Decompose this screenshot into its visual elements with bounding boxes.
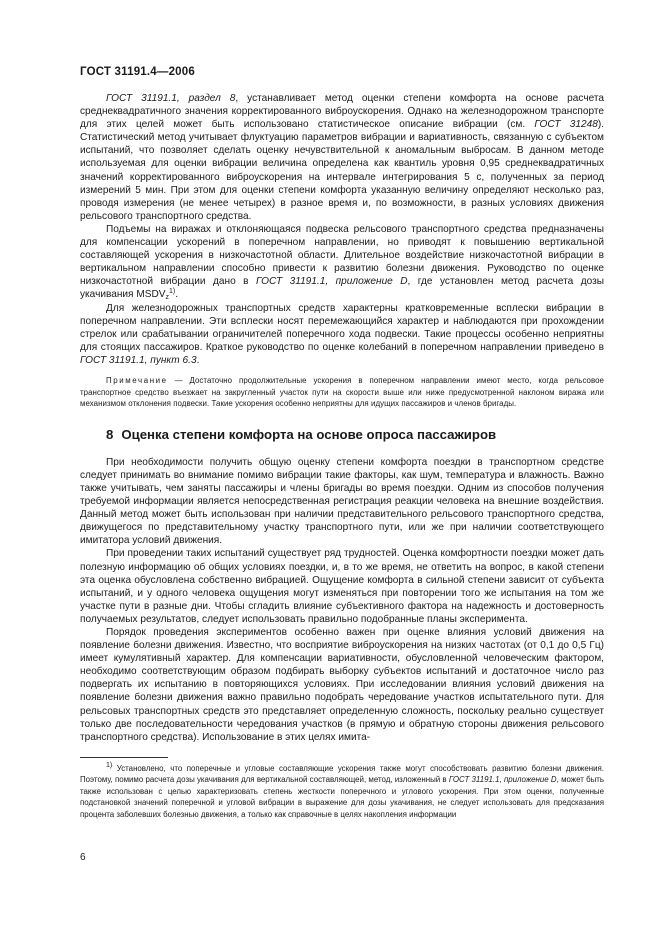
- paragraph-text: .: [175, 289, 179, 301]
- paragraph-text: , где установлен метод расчета дозы укачивания MSDV: [80, 276, 604, 301]
- section-number: 8: [106, 426, 114, 442]
- reference-gost: ГОСТ 31191.1, раздел 8: [106, 93, 236, 104]
- footnote: [80, 763, 604, 820]
- note-label: Примечание: [106, 375, 168, 385]
- paragraph-text: , устанавливает метод оценки степени комфорта на основе расчета среднеквадратичного значения корректированного виброускорения. Однако на железнодорожном транспорте для этих целей может быть использовано статистическое описание вибрации (см.: [80, 93, 605, 131]
- page-number: 6: [80, 852, 86, 863]
- section-heading: [106, 427, 604, 442]
- paragraph-low-frequency: [80, 223, 604, 302]
- reference-gost: ГОСТ 31191.1, пункт 6.3: [80, 354, 197, 366]
- section-paragraph-2: При проведении таких испытаний существует ряд трудностей. Оценка комфортности поездки может дать полезную информацию об общих условиях поездки, и, в то же время, не ответить на вопрос, в какой степени эта оценка обусловлена собственно вибрацией. Ощущение комфорта в сильной степени зависит от субъекта испытаний, и у одного человека ощущения могут изменяться при повторении того же испытания на том же участке пути в разные дни. Чтобы сгладить влияние субъективного фактора на надежность и достоверность получаемых результатов, следует использовать правильно подобранные планы эксперимента.: [80, 548, 604, 625]
- note: [80, 375, 604, 410]
- footnote-text: Установлено, что поперечные и угловые составляющие ускорения также могут способствовать развитию болезни движения. Поэтому, помимо расчета дозы укачивания для вертикальной составляющей, метод, изложенный в: [80, 764, 604, 785]
- paragraph-text: Для железнодорожных транспортных средств характерны кратковременные всплески вибрации в поперечном направлении. Эти всплески носят перемежающийся характер и наблюдаются при прохождении стрелок или срабатывании ограничителей поперечного хода подвески. Такие процессы особенно неприятны для стоящих пассажиров. Краткое руководство по оценке колебаний в поперечном направлении приведено в: [80, 302, 604, 353]
- reference-appendix: приложение D: [503, 775, 557, 785]
- paragraph-lateral-bursts: [80, 302, 604, 367]
- paragraph-text: .: [196, 354, 200, 366]
- section-paragraph-1: При необходимости получить общую оценку степени комфорта поездки в транспортном средстве следует принимать во внимание помимо вибрации такие факторы, как шум, температура и влажность. Важно также учитывать, чем заняты пассажиры и члены бригады во время поездки. Одним из способов получения требуемой информации является непосредственная регистрация реакции человека на внешние воздействия. Данный метод может быть использован при наличии представительного рельсового транспортного средства, движущегося по представительному участку транспортного пути, или же при наличии соответствующего имитатора условий движения.: [80, 456, 604, 547]
- section-paragraph-3: Порядок проведения экспериментов особенно важен при оценке влияния условий движения на появление болезни движения. Известно, что восприятие виброускорения на низких частотах (от 0,1 до 0,5 Гц) имеет кумулятивный характер. Для компенсации вариативности, обусловленной человеческим фактором, необходимо соответствующим образом подбирать выборку субъектов испытаний и достаточное число раз подвергать их испытанию в повторяющихся условиях. При исследовании влияния условий движения на появление болезни движения важно правильно подобрать чередование участков испытательного пути. Для рельсовых транспортных средств это представляет определенную сложность, поскольку реально существует только две последовательности чередования участков (в прямую и обратную стороны движения рельсового транспортного средства). Использование в этих целях имита-: [80, 626, 604, 743]
- paragraph-comfort-method: [80, 92, 604, 223]
- footnote-divider: [80, 757, 168, 758]
- reference-gost: ГОСТ 31248: [534, 119, 598, 131]
- footnote-ref: 1): [168, 288, 176, 296]
- paragraph-text: Подъемы на виражах и отклоняющаяся подвеска рельсового транспортного средства предназначены для компенсации ускорений в поперечном направлении, но приводят к повышению вертикальной составляющей ускорения в низкочастотной области. Длительное воздействие низкочастотной вибрации в вертикальном направлении способно привести к развитию болезни движения. Руководство по оценке низкочастотной вибрации дано в: [80, 223, 604, 288]
- note-text: — Достаточно продолжительные ускорения в поперечном направлении имеют место, когда рельсовое транспортное средство въезжает на закругленный участок пути на скорости выше или ниже предусмотренной наклоном виража или механизмом отклонения подвески. Такие ускорения особенно неприятны для идущих пассажиров и членов бригады.: [80, 375, 604, 409]
- reference-gost: ГОСТ 31191.1: [448, 775, 500, 785]
- paragraph-text: ). Статистический метод учитывает флуктуацию параметров вибрации и вариативность, связанную с субъектом испытаний, что позволяет сделать оценку нечувствительной к аномальным выбросам. В данном методе используемая для оценки вибрации величина определена как квантиль уровня 0,95 среднеквадратичных значений корректированного виброускорения на интервале интегрирования 5 с, полученных за период измерений 5 мин. При этом для оценки степени комфорта указанную величину определяют несколько раз, проводя измерения (не менее четырех) в разное время и, по возможности, в разных условиях движения рельсового транспортного средства.: [80, 119, 604, 222]
- footnote-text: , может быть также использован с целью характеризовать степень жесткости поперечного и углового ускорения. При этом оценки, полученные подстановкой значений поперечной и угловой вибрации в выражение для дозы укачивания, не следует использовать для предсказания процента заболевших болезнью движения, а только как справочные в целях накопления информации: [80, 775, 604, 819]
- body-text: [80, 92, 604, 744]
- footnote-marker: 1): [106, 762, 113, 769]
- document-header: ГОСТ 31191.4—2006: [80, 66, 195, 78]
- reference-gost: ГОСТ 31191.1, приложение D: [256, 276, 408, 288]
- section-title: Оценка степени комфорта на основе опроса пассажиров: [121, 426, 497, 442]
- subscript: z: [165, 294, 169, 302]
- footnote-text: ,: [499, 775, 504, 785]
